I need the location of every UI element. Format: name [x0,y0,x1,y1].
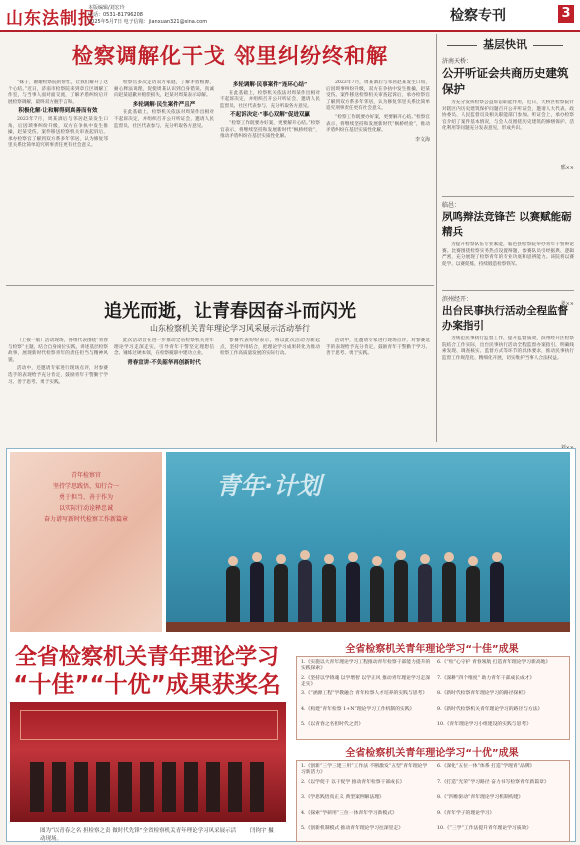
brief-item-3 [442,294,574,451]
award-entry: 5.《以青春之名担时代之责》 [301,722,364,727]
award-entry: 8.《“四维驱动”青年理论学习机制构建》 [437,795,524,800]
story1-byline: 李文海 [414,136,430,143]
stage-banner: 青年·计划 [216,472,322,500]
person [442,562,456,624]
divider [6,285,434,286]
awards-title-line-2: “十佳”“十优”成果获奖名 [13,672,281,698]
story1-paragraph: “检察工作既要办好案，更要解开心结。”检察官表示，将继续坚持和发展新时代“枫桥经验”，推动矛盾纠纷在基层实质性化解。 [220,120,320,140]
top-awards-table [296,656,570,740]
bottom-awards-title: 全省检察机关青年理论学习“十优”成果 [345,748,519,759]
bottom-awards-table [296,760,570,842]
brief-byline: 姜×× [560,301,574,307]
story2-paragraph: （上接一版）活动现场，各组代表围绕“青春与检察”主题，结合自身岗位实践，讲述基层检察故事，展现新时代检察青年的责任担当与精神风貌。 [8,338,108,363]
award-entry: 6.《深化“五位一体”体系 打造“学理青”品牌》 [437,764,535,769]
column-divider [436,34,437,442]
award-entry: 8.《新时代检察青年理论学习的路径探析》 [437,691,528,696]
award-entry: 7.《打造“光荣”学习路径 奋力书写检察青年新篇章》 [437,779,549,785]
person [226,566,240,624]
photo-credit: 闫钧宇 摄 [250,828,274,834]
story1-paragraph: “妹子，谢谢检察院的帮忙，让我们解开了这个心结。”近日，济南市检察院来到章丘区调解工作室，与当事人面对面交流，了解矛盾纠纷后开展检察调解，最终双方握手言和。 [8,80,108,105]
person [394,560,408,624]
brief-city: 临邑： [442,202,461,209]
brief-body [442,336,574,444]
story1-headline: 检察调解化干戈 邻里纠纷终和解 [71,44,389,68]
award-entry: 1.《创新“三学三建三用”工作法 不断激发“五型”青年理论学习新活力》 [301,764,428,776]
person [298,560,312,624]
top-awards-title: 全省检察机关青年理论学习“十佳”成果 [345,644,519,655]
editor-line: 本版编辑/刘宏玲 [88,5,125,11]
masthead-logo: 山东法制报 [6,9,96,29]
story2-section-subhead: 青春宣讲·不负韶华再创新时代 [127,359,201,366]
award-entry: 10.《“三学”工作法提升青年理论学习质效》 [437,826,532,831]
person [322,564,336,624]
story1-column-4 [326,80,430,280]
divider [442,290,574,291]
story1-paragraph: 2023年7月，周某酒后与邻居赵某发生口角，后因琐事纠纷升级，双方在争执中发生推搡，赵某受伤。案件移送检察机关审查起诉后，承办检察官了解到双方系多年邻居，认为修复邻里关系比简单追究刑事责任更有社会意义。 [8,116,108,149]
award-entry: 5.《创新机制模式 推动青年理论学习往深里走》 [301,826,404,831]
brief-title: 公开听证会共商历史建筑保护 [442,66,569,96]
award-entry: 3.《“涵源工程”学教融合 青年检察人才培养的实践与思考》 [301,691,428,696]
story1-subhead-4: 不起诉决定·“事心双解”促进双赢 [230,112,310,119]
story1-paragraph: 检察官多次走访双方家庭，了解矛盾根源，耐心释法说理，促使周某认识到自身错误，真诚向赵某道歉并赔偿损失，赵某对周某表示谅解。 [114,80,214,99]
award-entry: 7.《深耕“四个维度” 助力青年干部成长成才》 [437,675,535,681]
divider [442,196,574,197]
awards-ceremony-photo [10,702,286,822]
brief-section-heading: 基层快讯 [440,36,570,52]
award-entry: 2.《坚持以学铸魂 以学增智 以学正风 推动青年理论学习走深走实》 [301,675,431,687]
award-entry: 4.《构建“青年检察 1+N”理论学习工作机制的实践》 [301,706,415,712]
award-entry: 1.《实施以大青年理论学习工程推动青年检察干部能力提升的实践探索》 [301,660,431,672]
story1-subhead-1: 积极化解·让和解得到真善而有效 [18,108,98,115]
event-photo-stage [166,452,570,632]
award-entry: 10.《青年理论学习小组建设的实践与思考》 [437,722,531,727]
awards-title-line-1: 全省检察机关青年理论学习 [14,645,279,670]
person [346,562,360,624]
story1-paragraph: 在此基础上，检察机关依法对周某作出相对不起诉决定，并组织召开公开听证会，邀请人民监督员、社区代表参与，充分听取各方意见。 [220,90,320,109]
story2-subhead: 山东检察机关青年理论学习风采展示活动举行 [150,324,310,333]
story2-paragraph: 活动中，还邀请专家进行现场点评，对参赛选手的表现给予充分肯定，鼓励青年干警勤于学习、善于思考、勇于实践。 [8,366,108,385]
person [490,562,504,624]
brief-body [442,242,574,300]
person [274,564,288,624]
story2-paragraph: 参赛代表纷纷表示，将以此次活动为新起点，坚持学用结合，把理论学习成果转化为推动检察工作高质量发展的实际行动。 [220,338,320,357]
brief-city: 滨州经开： [442,296,473,303]
story1-paragraph: “检察工作既要办好案，更要解开心结。”检察官表示，将继续坚持和发展新时代“枫桥经验”，推动矛盾纠纷在基层实质性化解。 [326,114,430,134]
awardee-row [30,762,266,812]
page-number-badge: 3 [558,5,574,23]
story1-paragraph: 在此基础上，检察机关依法对周某作出相对不起诉决定，并组织召开公开听证会，邀请人民监督员、社区代表参与，充分听取各方意见。 [114,110,214,129]
story2-column-1 [8,338,108,442]
publication-info [88,5,207,26]
brief-title: 出台民事执行活动全程监督办案指引 [442,305,568,332]
award-entry: 4.《探索“学研用”三位一体青年学习新模式》 [301,810,397,816]
brief-byline: 邢×× [560,165,574,171]
photo-caption: 图为“以青春之名 担检察之责 做时代先锋”全省检察机关青年理论学习风采展示活动现场。 [40,828,237,842]
brief-paragraph: 为提升检察队伍专业素能，临邑县检察院举办青年干警辩论赛。比赛围绕检察实务热点设置辩题，参赛队员引经据典、逻辑严密，充分展现了检察青年的专业功底和思辨能力。该院将以赛促学、以赛促练，持续锻造检察铁军。 [442,242,574,267]
award-entry: 3.《学思践悟真正义 典型案例解法理》 [301,795,384,800]
brief-body [442,100,574,164]
person [250,562,264,624]
award-entry: 6.《“检”心守护 青春领航 打造青年理论学习新高地》 [437,660,551,665]
date-email-line: 2025年5月7日 电子信箱：jianxuan321@sina.com [88,19,208,25]
story2-column-3 [220,338,320,442]
story1-paragraph: 2023年7月，周某酒后与邻居赵某发生口角，后因琐事纠纷升级，双方在争执中发生推搡，赵某受伤。案件移送检察机关审查起诉后，承办检察官了解到双方系多年邻居，认为修复邻里关系比简单追究刑事责任更有社会意义。 [326,80,430,112]
story1-subhead-3: 多轮调解·民事案件“连环心结” [232,82,308,88]
story2-headline: 追光而逝，让青春因奋斗而闪光 [104,301,356,322]
story2-column-4 [326,338,430,442]
participants-group [226,546,526,624]
story1-column-2 [114,80,214,280]
brief-item-1 [442,56,574,171]
backdrop-slogan: 青年检察官 坚持学思践悟、知行合一 勇于担当、善于作为 以实际行动诠释忠诚 奋力谱写新时代检察工作新篇章 [43,472,128,523]
brief-paragraph: 为规范民事执行监督工作，提升监督质效，滨州经开区检察院结合工作实际，出台民事执行活动全程监督办案指引，明确线索发现、调查核实、监督方式等环节的具体要求，推动民事执行监督工作规范化、精细化开展，切实维护当事人合法权益。 [442,336,574,361]
stage-floor [166,622,570,632]
story2-paragraph: 此次活动旨在进一步推动全省检察机关青年理论学习走深走实，引导青年干警坚定理想信念、锤炼过硬本领，在检察履职中建功立业。 [114,338,214,357]
person [418,564,432,624]
section-title: 检察专刊 [450,8,506,24]
story1-subhead-2: 多轮调解·民生案件严且严 [132,101,196,108]
award-entry: 2.《以学促干 以干促学 推动青年检察干部成长》 [301,779,405,785]
story1-column-3 [220,80,320,280]
ceremony-backdrop [20,710,278,740]
award-entry: 9.《新时代检察机关青年理论学习的路径与方法》 [437,706,543,712]
story1-column-1 [8,80,108,280]
phone-line: 电话：0531-81796208 [88,12,143,18]
award-entry: 9.《青年学子的理论学习》 [437,810,495,816]
brief-paragraph: 为充分发挥检察公益诉讼职能作用，近日，天桥区检察院针对辖区内历史建筑保护问题召开公开听证会，邀请人大代表、政协委员、人民监督员及相关职能部门参加。听证会上，承办检察官介绍了案件基本情况，与会人员围绕历史建筑的修缮保护、活化利用等问题充分发表意见，形成共识。 [442,100,574,132]
brief-title: 夙鸣辩法竞锋芒 以赛赋能砺精兵 [442,211,572,238]
event-photo-backdrop [10,452,162,632]
brief-city: 济南天桥： [442,58,473,65]
person [466,566,480,624]
story2-column-2 [114,338,214,442]
person [370,566,384,624]
story2-paragraph: 活动中，还邀请专家进行现场点评，对参赛选手的表现给予充分肯定，鼓励青年干警勤于学习、善于思考、勇于实践。 [326,338,430,357]
